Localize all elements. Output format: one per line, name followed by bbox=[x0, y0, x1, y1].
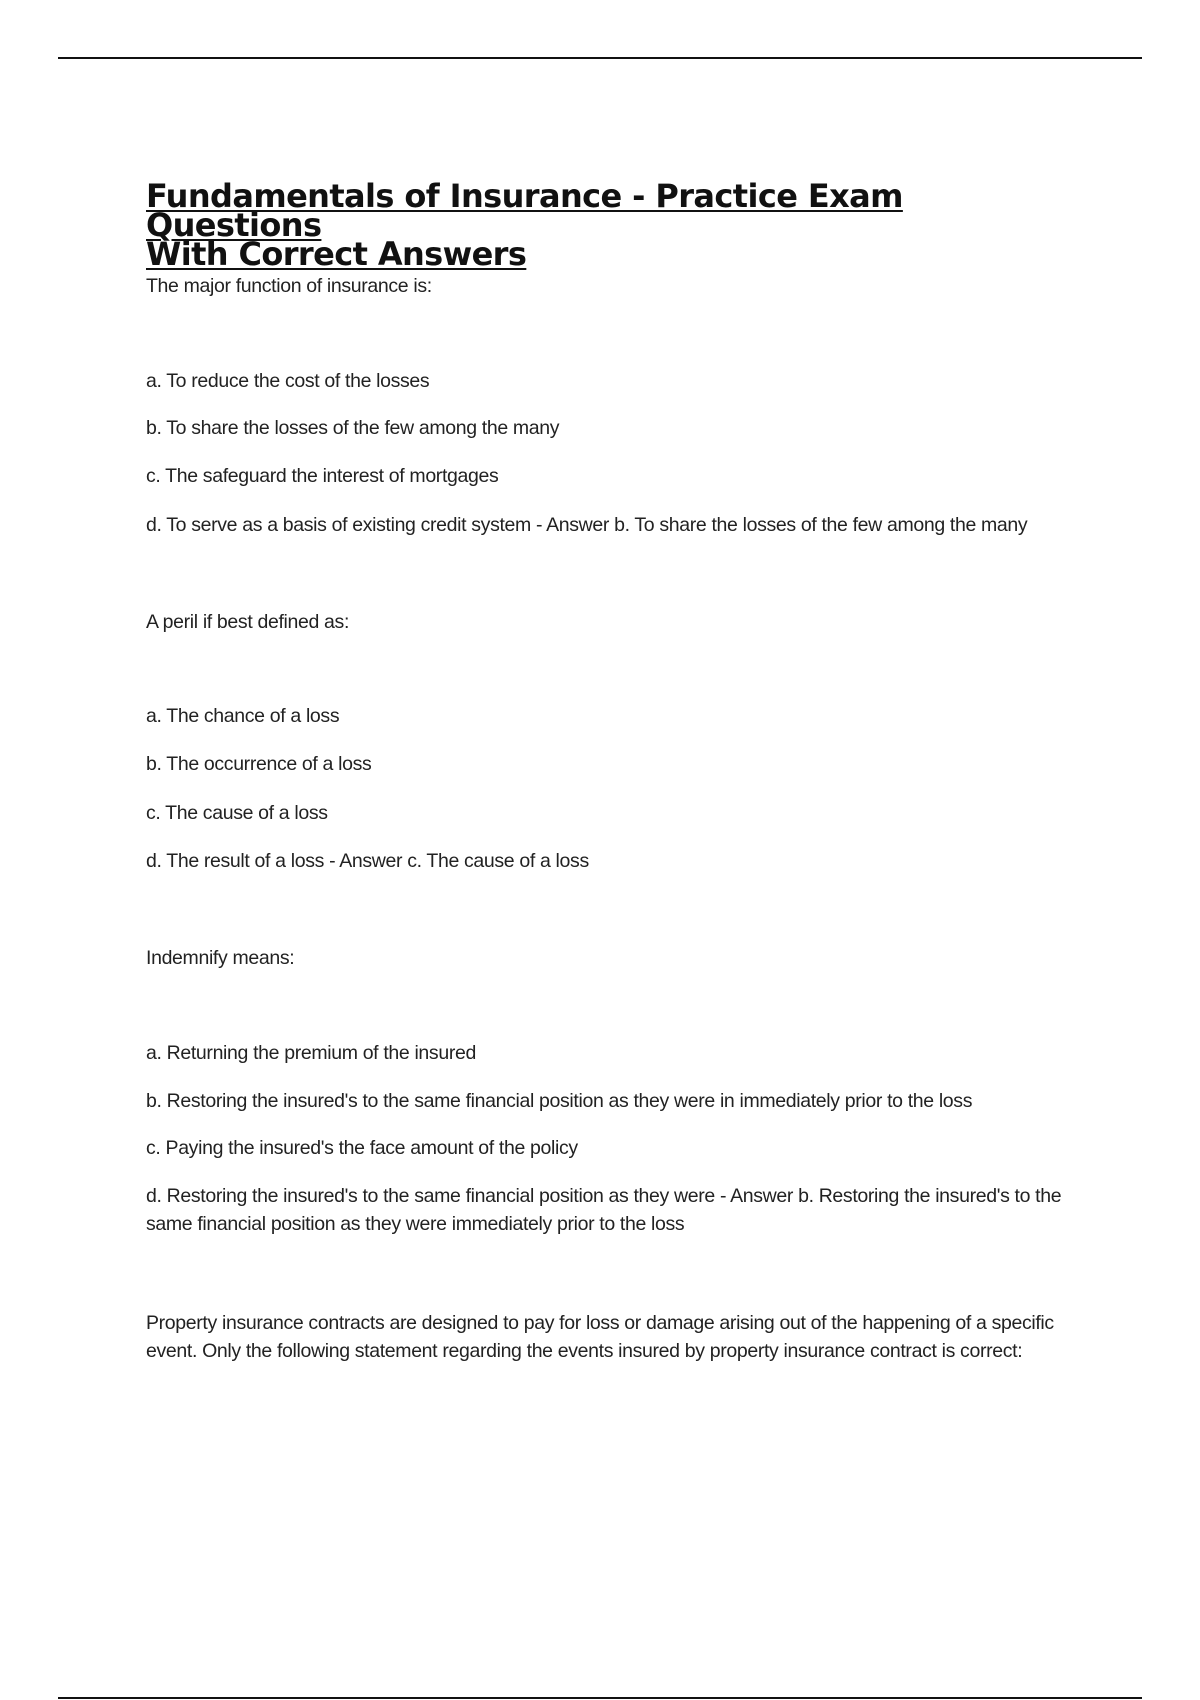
question-1-option-c: c. The safeguard the interest of mortgages bbox=[146, 465, 499, 487]
question-4-prompt: Property insurance contracts are designed to pay for loss or damage arising out of the happening of a specific event. Only the following statement regarding the events insured by property insurance contract is correct: bbox=[146, 1312, 1054, 1362]
question-2-prompt: A peril if best defined as: bbox=[146, 611, 350, 633]
question-3-option-a: a. Returning the premium of the insured bbox=[146, 1042, 476, 1064]
question-2-option-d-answer: d. The result of a loss - Answer c. The cause of a loss bbox=[146, 850, 589, 872]
question-3-prompt: Indemnify means: bbox=[146, 947, 295, 969]
question-2-option-b: b. The occurrence of a loss bbox=[146, 753, 372, 775]
question-1-option-d-answer: d. To serve as a basis of existing credit system - Answer b. To share the losses of the few among the many bbox=[146, 514, 1028, 536]
document-title-line-2: With Correct Answers bbox=[146, 235, 527, 273]
question-2-option-a: a. The chance of a loss bbox=[146, 705, 340, 727]
page-top-rule bbox=[58, 57, 1142, 59]
question-2-option-c: c. The cause of a loss bbox=[146, 802, 328, 824]
question-1-option-a: a. To reduce the cost of the losses bbox=[146, 370, 430, 392]
question-1-option-b: b. To share the losses of the few among the many bbox=[146, 417, 560, 439]
question-3-option-c: c. Paying the insured's the face amount of the policy bbox=[146, 1137, 578, 1159]
page-bottom-rule bbox=[58, 1697, 1142, 1699]
question-3-option-b: b. Restoring the insured's to the same financial position as they were in immediately prior to the loss bbox=[146, 1090, 973, 1112]
document-title bbox=[146, 177, 1086, 273]
question-3-option-d-answer: d. Restoring the insured's to the same financial position as they were - Answer b. Restoring the insured's to the same financial position as they were immediately prior to the loss bbox=[146, 1185, 1062, 1235]
question-1-prompt: The major function of insurance is: bbox=[146, 275, 432, 297]
document-title-line-1: Fundamentals of Insurance - Practice Exam Questions bbox=[146, 177, 903, 244]
